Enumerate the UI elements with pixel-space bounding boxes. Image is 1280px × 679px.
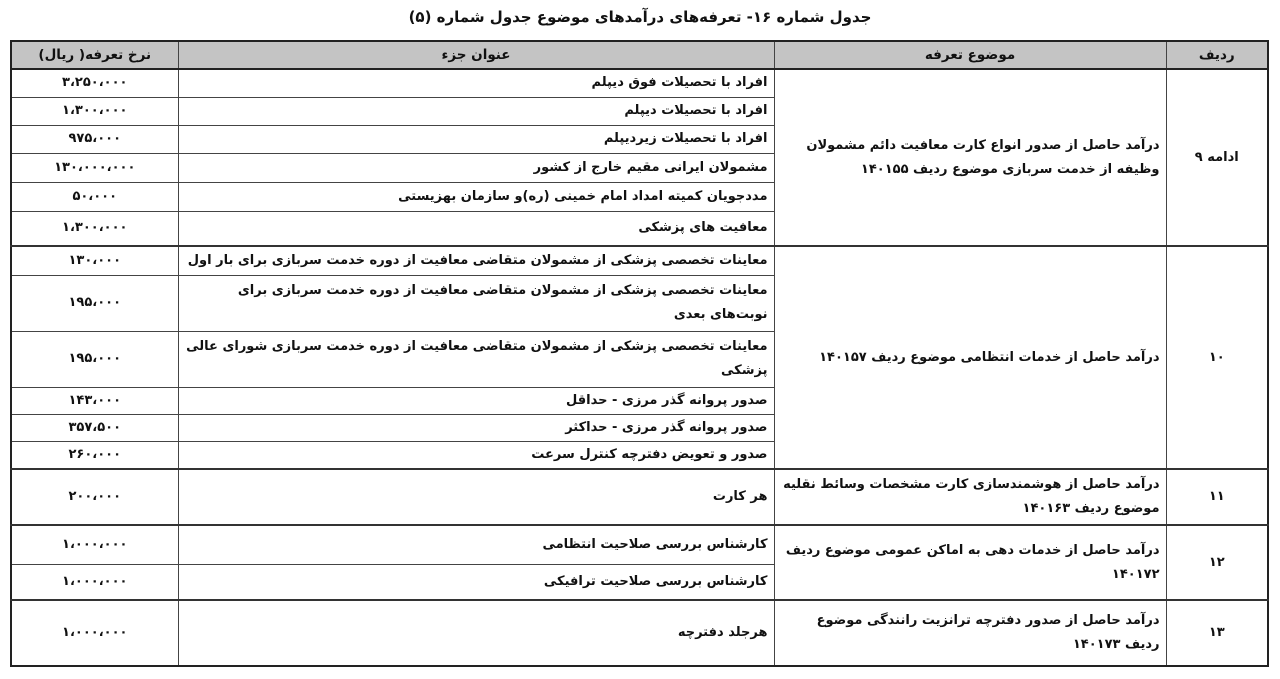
item-title: صدور و تعویض دفترچه کنترل سرعت [178,441,774,469]
tariff-rate: ۱،۳۰۰،۰۰۰ [11,211,178,246]
header-radif: ردیف [1166,41,1268,69]
tariff-rate: ۲۶۰،۰۰۰ [11,441,178,469]
tariff-rate: ۱،۰۰۰،۰۰۰ [11,564,178,600]
row-number: ادامه ۹ [1166,69,1268,246]
row-number: ۱۰ [1166,246,1268,469]
item-title: مشمولان ایرانی مقیم خارج از کشور [178,153,774,182]
tariff-rate: ۱،۳۰۰،۰۰۰ [11,97,178,125]
table-body [11,69,1268,666]
item-title: افراد با تحصیلات زیردیپلم [178,125,774,153]
item-title: مددجویان کمیته امداد امام خمینی (ره)و سازمان بهزیستی [178,182,774,211]
tariff-subject: درآمد حاصل از خدمات انتظامی موضوع ردیف ۱۴۰۱۵۷ [774,246,1166,469]
item-title: معاینات تخصصی پزشکی از مشمولان متقاضی معافیت از دوره خدمت سربازی برای بار اول [178,246,774,275]
tariff-table [10,40,1269,667]
table-row [11,469,1268,525]
tariff-rate: ۲۰۰،۰۰۰ [11,469,178,525]
header-subject: موضوع تعرفه [774,41,1166,69]
item-title: هرجلد دفترچه [178,600,774,666]
table-row [11,246,1268,275]
item-title: صدور پروانه گذر مرزی - حداقل [178,387,774,414]
tariff-rate: ۳۵۷،۵۰۰ [11,414,178,441]
table-caption: جدول شماره ۱۶- تعرفه‌های درآمدهای موضوع جدول شماره (۵) [408,8,872,26]
tariff-rate: ۹۷۵،۰۰۰ [11,125,178,153]
tariff-rate: ۱،۰۰۰،۰۰۰ [11,525,178,564]
tariff-rate: ۱۳۰،۰۰۰ [11,246,178,275]
tariff-subject: درآمد حاصل از صدور دفترچه ترانزیت رانندگی موضوع ردیف ۱۴۰۱۷۳ [774,600,1166,666]
row-number: ۱۱ [1166,469,1268,525]
item-title: صدور پروانه گذر مرزی - حداکثر [178,414,774,441]
table-row [11,69,1268,97]
tariff-subject: درآمد حاصل از صدور انواع کارت معافیت دائم مشمولان وظیفه از خدمت سربازی موضوع ردیف ۱۴۰۱۵۵ [774,69,1166,246]
tariff-rate: ۱،۰۰۰،۰۰۰ [11,600,178,666]
table-row [11,600,1268,666]
item-title: معافیت های پزشکی [178,211,774,246]
tariff-subject: درآمد حاصل از خدمات دهی به اماکن عمومی موضوع ردیف ۱۴۰۱۷۲ [774,525,1166,600]
tariff-subject: درآمد حاصل از هوشمندسازی کارت مشخصات وسائط نقلیه موضوع ردیف ۱۴۰۱۶۳ [774,469,1166,525]
tariff-rate: ۳،۲۵۰،۰۰۰ [11,69,178,97]
item-title: کارشناس بررسی صلاحیت ترافیکی [178,564,774,600]
item-title: هر کارت [178,469,774,525]
row-number: ۱۲ [1166,525,1268,600]
header-rate: نرخ تعرفه( ریال) [11,41,178,69]
table-header-row [11,41,1268,69]
tariff-rate: ۱۳۰،۰۰۰،۰۰۰ [11,153,178,182]
tariff-rate: ۱۴۳،۰۰۰ [11,387,178,414]
table-row [11,525,1268,564]
item-title: افراد با تحصیلات فوق دیپلم [178,69,774,97]
item-title: افراد با تحصیلات دیپلم [178,97,774,125]
tariff-rate: ۱۹۵،۰۰۰ [11,331,178,387]
row-number: ۱۳ [1166,600,1268,666]
item-title: کارشناس بررسی صلاحیت انتظامی [178,525,774,564]
item-title: معاینات تخصصی پزشکی از مشمولان متقاضی معافیت از دوره خدمت سربازی برای نوبت‌های بعدی [178,275,774,331]
tariff-rate: ۵۰،۰۰۰ [11,182,178,211]
item-title: معاینات تخصصی پزشکی از مشمولان متقاضی معافیت از دوره خدمت سربازی شورای عالی پزشکی [178,331,774,387]
header-item: عنوان جزء [178,41,774,69]
tariff-rate: ۱۹۵،۰۰۰ [11,275,178,331]
